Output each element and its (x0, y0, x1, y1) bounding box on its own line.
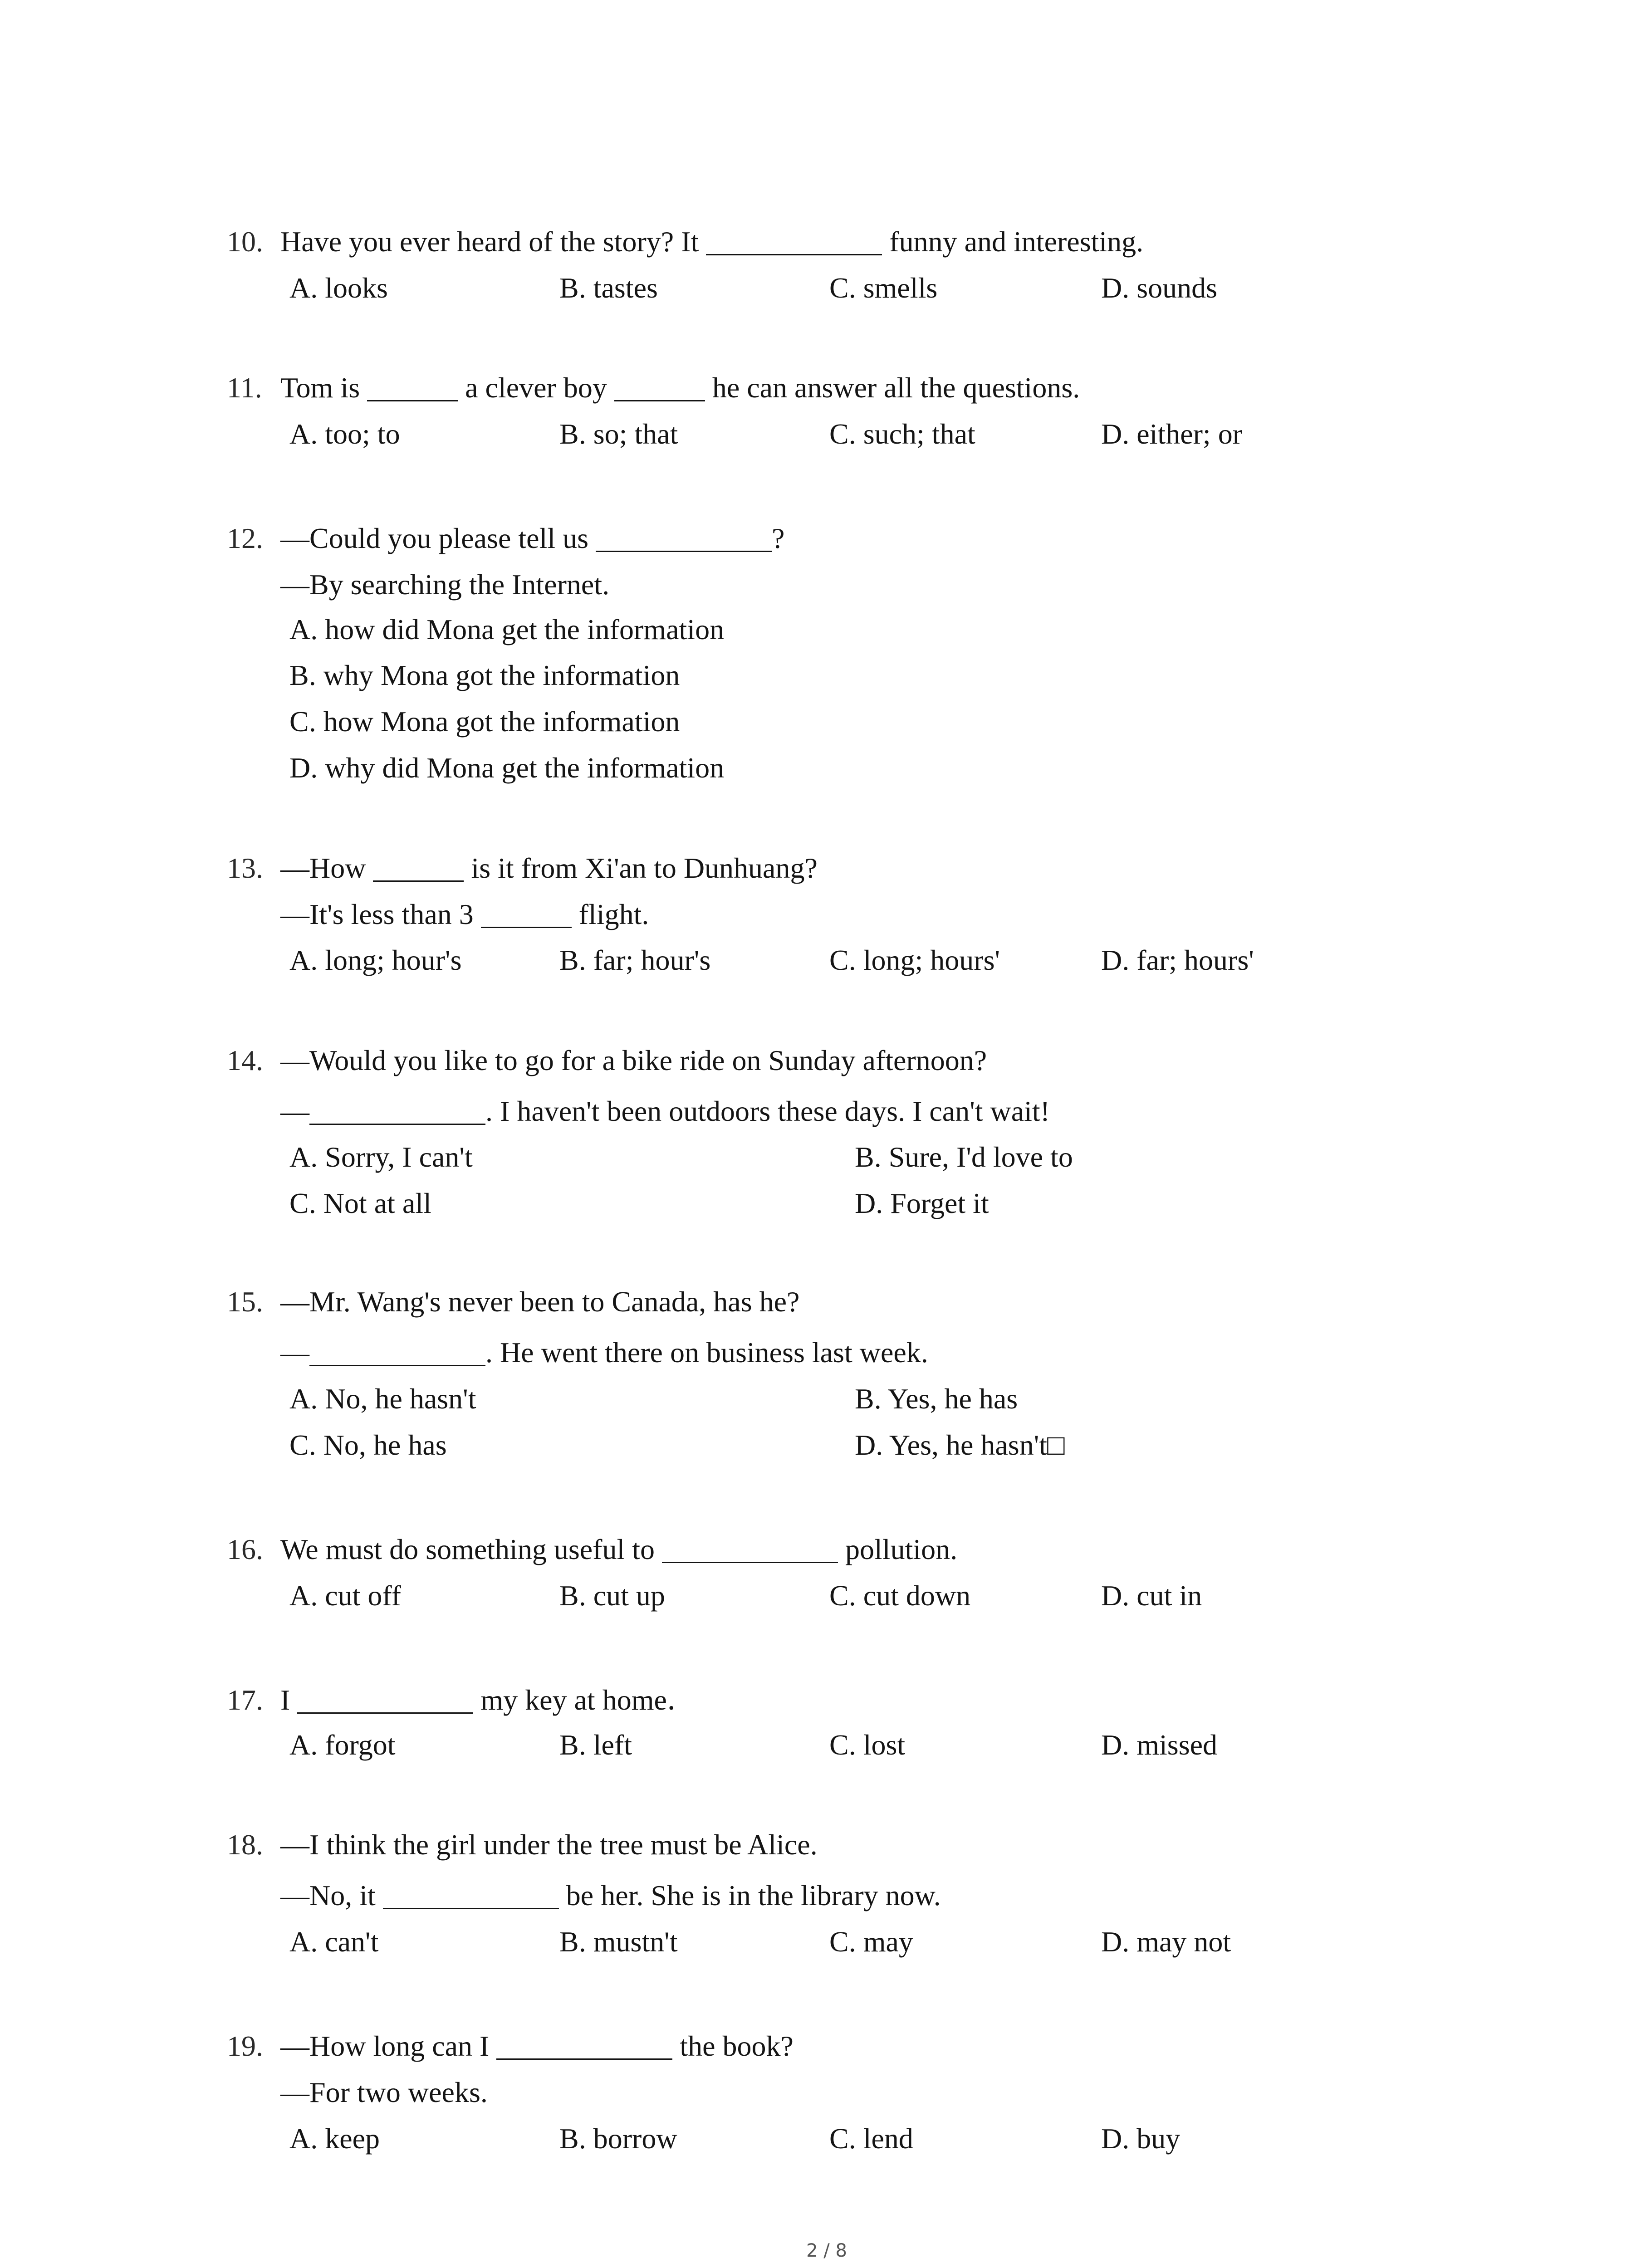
option-d: D. missed (1101, 1729, 1217, 1761)
option-a: A. too; to (289, 418, 400, 450)
answer-blank (596, 524, 772, 552)
stem-text: my key at home． (473, 1684, 696, 1716)
option-c: C. such; that (829, 418, 975, 450)
question-number: 15. (227, 1286, 263, 1318)
stem-text: flight. (571, 898, 649, 930)
dialogue-reply (280, 1089, 1050, 1134)
option-d: D. buy (1101, 2122, 1181, 2155)
answer-blank (309, 1339, 485, 1366)
answer-blank (297, 1686, 473, 1714)
option-a: A. long; hour's (289, 944, 462, 976)
option-d: D. either; or (1101, 418, 1242, 450)
question-stem (280, 846, 818, 891)
option-c: C. Not at all (289, 1187, 431, 1219)
question-stem (280, 516, 784, 561)
page-number: 2 / 8 (806, 2240, 847, 2261)
option-b: B. Yes, he has (855, 1383, 1018, 1415)
option-d: D. sounds (1101, 272, 1218, 304)
stem-text: — (280, 1336, 309, 1369)
question-number: 12. (227, 522, 263, 554)
option-a: A. No, he hasn't (289, 1383, 476, 1415)
option-d: D. cut in (1101, 1579, 1202, 1612)
question-stem (280, 219, 1143, 264)
answer-blank (309, 1097, 485, 1125)
question-stem (280, 1677, 696, 1723)
question-number: 10. (227, 225, 263, 258)
question-number: 13. (227, 852, 263, 884)
option-b: B. borrow (559, 2122, 677, 2155)
option-a: A. Sorry, I can't (289, 1141, 473, 1173)
answer-blank (662, 1535, 838, 1563)
question-number: 19. (227, 2030, 263, 2062)
stem-text: funny and interesting. (882, 225, 1144, 258)
option-c: C. may (829, 1926, 913, 1958)
stem-text: is it from Xi'an to Dunhuang? (464, 852, 818, 884)
option-d: D. may not (1101, 1926, 1231, 1958)
option-b: B. far; hour's (559, 944, 711, 976)
option-b: B. why Mona got the information (289, 659, 680, 691)
stem-text: . I haven't been outdoors these days. I can't wait! (485, 1095, 1050, 1127)
option-b: B. mustn't (559, 1926, 678, 1958)
option-a: A. can't (289, 1926, 379, 1958)
stem-text: . He went there on business last week. (485, 1336, 928, 1369)
option-d: D. Forget it (855, 1187, 989, 1219)
stem-text: Have you ever heard of the story? It (280, 225, 706, 258)
dialogue-reply (280, 1330, 928, 1375)
option-b: B. left (559, 1729, 632, 1761)
question-number: 17. (227, 1684, 263, 1716)
dialogue-reply (280, 1873, 941, 1918)
option-d: D. far; hours' (1101, 944, 1254, 976)
option-a: A. cut off (289, 1579, 401, 1612)
option-c: C. how Mona got the information (289, 705, 680, 738)
answer-blank (614, 374, 705, 401)
stem-text: —It's less than 3 (280, 898, 481, 930)
option-b: B. cut up (559, 1579, 665, 1612)
answer-blank (373, 854, 464, 882)
question-number: 11. (227, 371, 262, 404)
question-stem (280, 365, 1080, 411)
stem-text: he can answer all the questions. (705, 371, 1080, 404)
stem-text: pollution. (838, 1533, 958, 1565)
question-stem (280, 2024, 794, 2069)
answer-blank (496, 2032, 672, 2060)
option-c: C. lend (829, 2122, 913, 2155)
option-b: B. Sure, I'd love to (855, 1141, 1073, 1173)
dialogue-reply: —For two weeks. (280, 2076, 488, 2108)
stem-text: a clever boy (458, 371, 614, 404)
question-stem: —Mr. Wang's never been to Canada, has he? (280, 1286, 800, 1318)
answer-blank (481, 900, 572, 928)
dialogue-reply (280, 892, 649, 937)
answer-blank (383, 1882, 559, 1909)
option-a: A. forgot (289, 1729, 396, 1761)
question-stem: —Would you like to go for a bike ride on Sunday afternoon? (280, 1044, 987, 1076)
option-b: B. so; that (559, 418, 678, 450)
question-number: 18. (227, 1828, 263, 1861)
option-a: A. looks (289, 272, 388, 304)
stem-text: be her. She is in the library now. (558, 1879, 941, 1911)
question-stem: —I think the girl under the tree must be Alice. (280, 1828, 818, 1861)
option-c: C. smells (829, 272, 938, 304)
dialogue-reply: —By searching the Internet. (280, 568, 610, 601)
stem-text: —How long can I (280, 2030, 497, 2062)
question-number: 16. (227, 1533, 263, 1565)
option-c: C. No, he has (289, 1429, 447, 1461)
stem-text: — (280, 1095, 309, 1127)
stem-text: I (280, 1684, 298, 1716)
question-stem (280, 1527, 957, 1572)
answer-blank (706, 228, 882, 255)
option-c: C. cut down (829, 1579, 971, 1612)
stem-text: Tom is (280, 371, 367, 404)
option-c: C. long; hours' (829, 944, 1000, 976)
stem-text: We must do something useful to (280, 1533, 662, 1565)
question-number: 14. (227, 1044, 263, 1076)
stem-text: —Could you please tell us (280, 522, 596, 554)
option-d: D. Yes, he hasn't□ (855, 1429, 1065, 1461)
stem-text: —No, it (280, 1879, 383, 1911)
option-b: B. tastes (559, 272, 658, 304)
option-d: D. why did Mona get the information (289, 752, 725, 784)
option-a: A. how did Mona get the information (289, 613, 725, 645)
answer-blank (367, 374, 458, 401)
stem-text: ? (772, 522, 785, 554)
option-c: C. lost (829, 1729, 906, 1761)
stem-text: the book? (672, 2030, 794, 2062)
stem-text: —How (280, 852, 373, 884)
option-a: A. keep (289, 2122, 380, 2155)
